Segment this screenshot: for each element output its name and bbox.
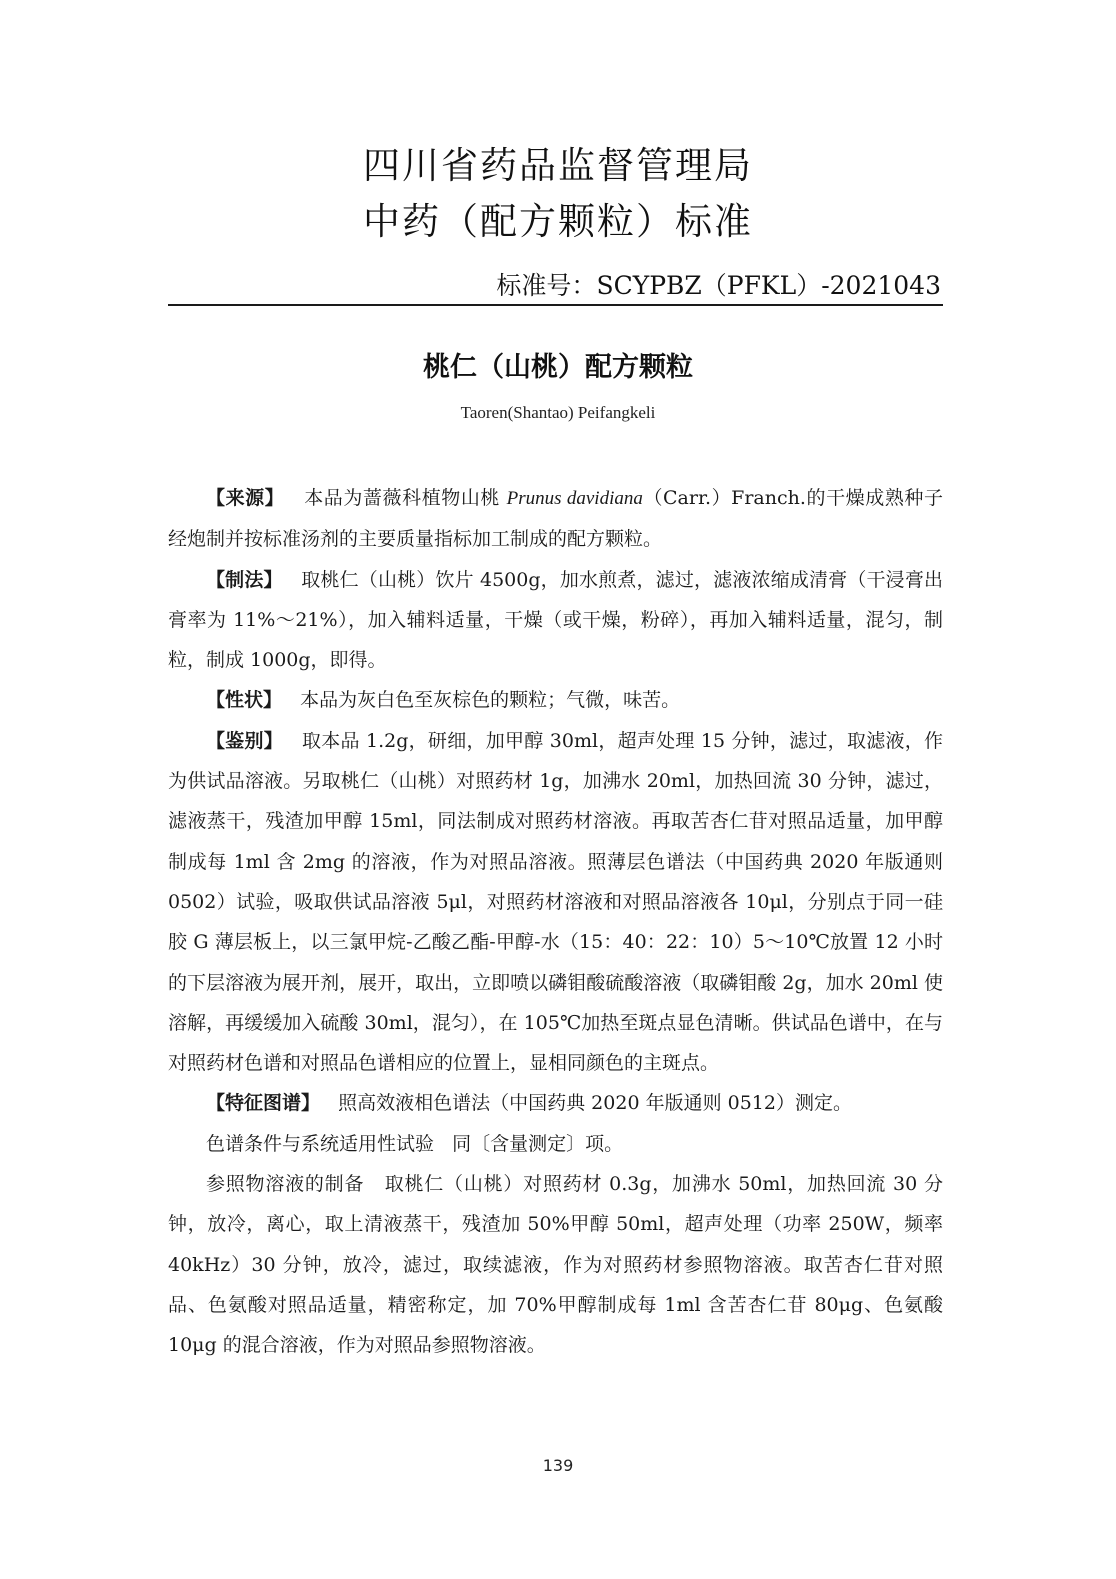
section-text: 同〔含量测定〕项。 <box>452 1132 624 1155</box>
section-chromatographic-conditions <box>168 1124 943 1164</box>
section-text: 取桃仁（山桃）饮片 4500g，加水煎煮，滤过，滤液浓缩成清膏（干浸膏出膏率为 11%～21%），加入辅料适量，干燥（或干燥，粉碎），再加入辅料适量，混匀，制粒，制成 1000g，即得。 <box>168 568 943 672</box>
section-heading: 【性状】 <box>206 689 283 712</box>
document-title-line1: 四川省药品监督管理局 <box>363 144 753 187</box>
section-reference-solution <box>168 1164 943 1365</box>
section-text: （Carr.）Franch.的干燥成熟种子经炮制并按标准汤剂的主要质量指标加工制成的配方颗粒。 <box>168 487 943 551</box>
standard-number <box>496 266 941 306</box>
section-text: 取桃仁（山桃）对照药材 0.3g，加沸水 50ml，加热回流 30 分钟，放冷，离心，取上清液蒸干，残渣加 50%甲醇 50ml，超声处理（功率 250W，频率 40kHz）30 分钟，放冷，滤过，取续滤液，作为对照药材参照物溶液。取苦杏仁苷对照品、色氨酸对照品适量，精密称定，加 70%甲醇制成每 1ml 含苦杏仁苷 80μg、色氨酸 10μg 的混合溶液，作为对照品参照物溶液。 <box>168 1173 943 1357</box>
section-preparation <box>168 560 943 681</box>
section-source <box>168 478 943 560</box>
page-number: 139 <box>542 1456 574 1475</box>
section-character <box>168 680 943 720</box>
subsection-heading: 参照物溶液的制备 <box>206 1173 365 1196</box>
product-title: 桃仁（山桃）配方颗粒 <box>423 352 693 383</box>
subsection-heading: 色谱条件与系统适用性试验 <box>206 1132 435 1155</box>
latin-species-name: Prunus davidiana <box>506 488 643 509</box>
product-latin-name: Taoren(Shantao) Peifangkeli <box>460 403 656 422</box>
section-identification <box>168 721 943 1084</box>
section-heading: 【来源】 <box>206 487 285 509</box>
section-fingerprint <box>168 1083 943 1123</box>
section-heading: 【制法】 <box>206 568 283 591</box>
standard-number-value: SCYPBZ（PFKL）-2021043 <box>596 271 941 300</box>
header-divider <box>168 304 943 306</box>
section-heading: 【鉴别】 <box>206 729 284 752</box>
section-text: 本品为灰白色至灰棕色的颗粒；气微，味苦。 <box>300 689 681 712</box>
standard-number-label: 标准号： <box>496 271 597 300</box>
document-body <box>168 478 943 1366</box>
section-heading: 【特征图谱】 <box>206 1092 321 1115</box>
section-text: 本品为蔷薇科植物山桃 <box>304 487 507 509</box>
section-text: 照高效液相色谱法（中国药典 2020 年版通则 0512）测定。 <box>338 1092 852 1115</box>
section-text: 取本品 1.2g，研细，加甲醇 30ml，超声处理 15 分钟，滤过，取滤液，作为供试品溶液。另取桃仁（山桃）对照药材 1g，加沸水 20ml，加热回流 30 分钟，滤过，滤液蒸干，残渣加甲醇 15ml，同法制成对照药材溶液。再取苦杏仁苷对照品适量，加甲醇制成每 1ml 含 2mg 的溶液，作为对照品溶液。照薄层色谱法（中国药典 2020 年版通则 0502）试验，吸取供试品溶液 5μl，对照药材溶液和对照品溶液各 10μl，分别点于同一硅胶 G 薄层板上，以三氯甲烷-乙酸乙酯-甲醇-水（15：40：22：10）5～10℃放置 12 小时的下层溶液为展开剂，展开，取出，立即喷以磷钼酸硫酸溶液（取磷钼酸 2g，加水 20ml 使溶解，再缓缓加入硫酸 30ml，混匀），在 105℃加热至斑点显色清晰。供试品色谱中，在与对照药材色谱和对照品色谱相应的位置上，显相同颜色的主斑点。 <box>168 729 943 1075</box>
document-title-line2: 中药（配方颗粒）标准 <box>363 200 753 243</box>
